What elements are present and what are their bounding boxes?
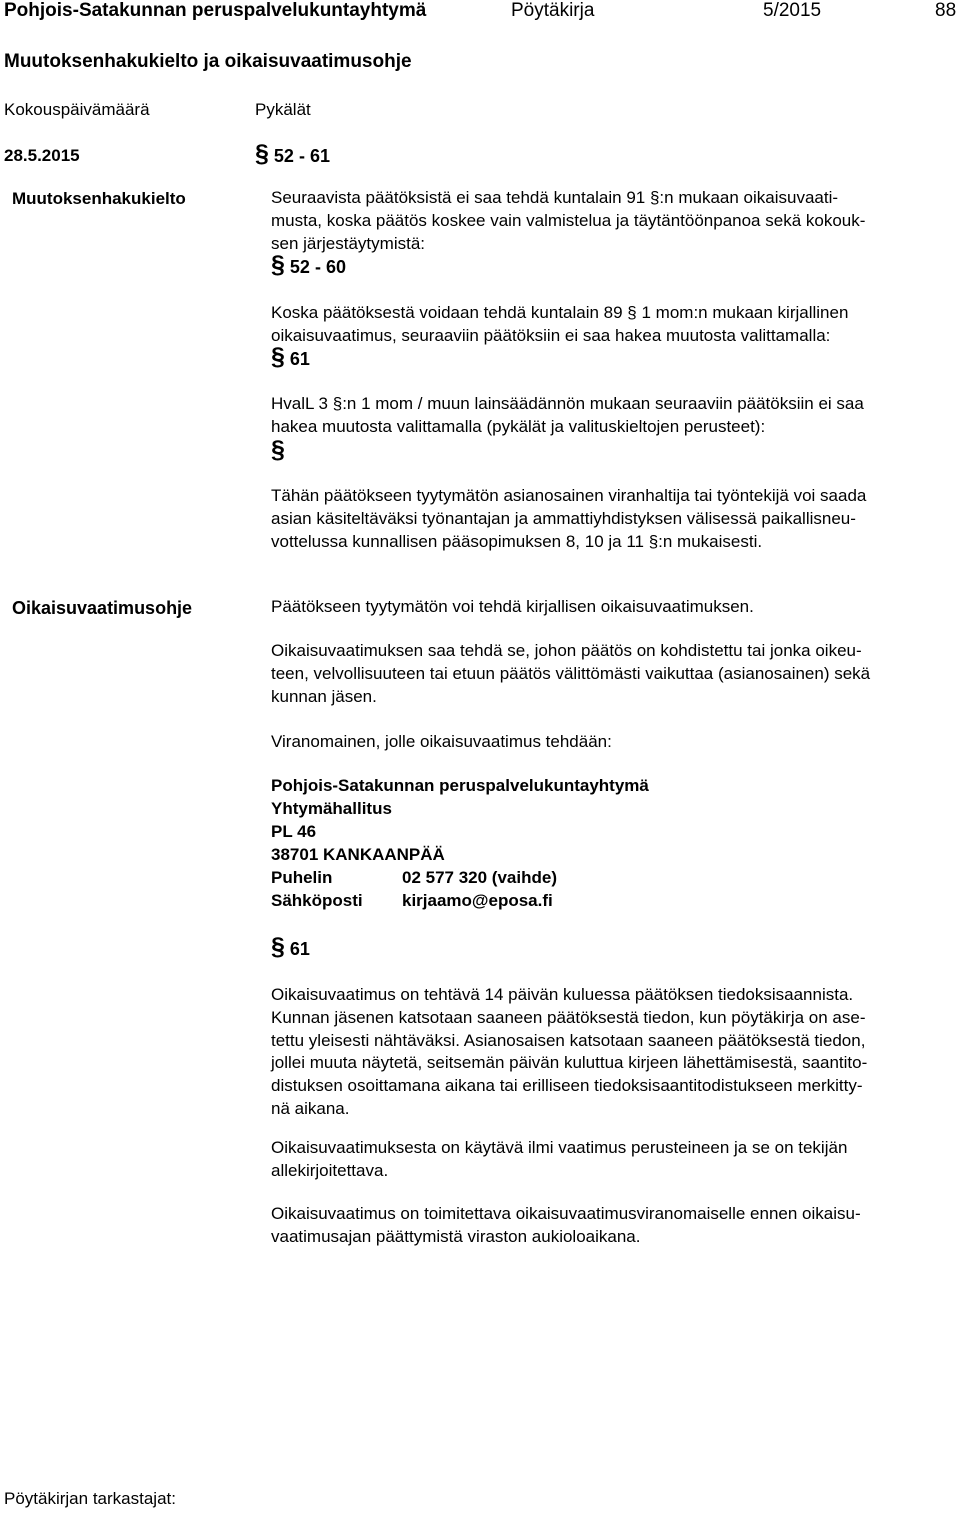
date-label: Kokouspäivämäärä <box>4 100 150 119</box>
address-organization: Pohjois-Satakunnan peruspalvelukuntayhtymä <box>271 776 649 795</box>
text-line: Päätökseen tyytymätön voi tehdä kirjallisen oikaisuvaatimuksen. <box>271 597 754 616</box>
sections-range-value: 52 - 61 <box>273 146 330 166</box>
address-phone-row <box>271 866 649 889</box>
text-line: asian käsiteltäväksi työnantajan ja ammattiyhdistyksen välisessä paikallisneu- <box>271 508 856 528</box>
sections-rectification <box>271 933 310 962</box>
muutoksenhakukielto-paragraph-2 <box>271 302 848 348</box>
reviewers-label: Pöytäkirjan tarkastajat: <box>4 1489 176 1508</box>
address-email-row <box>271 889 649 912</box>
text-line: musta, koska päätös koskee vain valmistelua ja täytäntöönpanoa sekä kokouk- <box>271 210 866 230</box>
text-line: hakea muutosta valittamalla (pykälät ja valituskieltojen perusteet): <box>271 416 766 436</box>
text-line: Tähän päätökseen tyytymätön asianosainen viranhaltija tai työntekijä voi saada <box>271 486 867 505</box>
section-label-oikaisuvaatimusohje: Oikaisuvaatimusohje <box>12 598 193 618</box>
text-line: Koska päätöksestä voidaan tehdä kuntalain 89 § 1 mom:n mukaan kirjallinen <box>271 303 849 322</box>
oikaisuvaatimusohje-paragraph-4 <box>271 984 867 1121</box>
text-line: HvalL 3 §:n 1 mom / muun lainsäädännön mukaan seuraaviin päätöksiin ei saa <box>271 394 864 413</box>
oikaisuvaatimusohje-paragraph-2 <box>271 640 870 708</box>
sections-value: 61 <box>289 939 310 959</box>
sections-not-appealable <box>271 251 346 280</box>
oikaisuvaatimusohje-paragraph-3 <box>271 731 612 754</box>
authority-address <box>271 774 649 912</box>
text-line: distuksen osoittamana aikana tai erilliseen tiedoksisaantitodistukseen merkitty- <box>271 1076 863 1096</box>
text-line: nä aikana. <box>271 1098 350 1118</box>
section-sign-icon: § <box>271 343 285 371</box>
document-title: Muutoksenhakukielto ja oikaisuvaatimusohje <box>4 51 412 72</box>
text-line: Oikaisuvaatimuksen saa tehdä se, johon päätös on kohdistettu tai jonka oikeu- <box>271 641 862 660</box>
address-po-box: PL 46 <box>271 822 317 841</box>
text-line: oikaisuvaatimus, seuraaviin päätöksiin ei saa hakea muutosta valittamalla: <box>271 325 831 345</box>
address-body: Yhtymähallitus <box>271 799 392 818</box>
oikaisuvaatimusohje-paragraph-6 <box>271 1203 861 1249</box>
text-line: Oikaisuvaatimus on tehtävä 14 päivän kuluessa päätöksen tiedoksisaannista. <box>271 985 854 1004</box>
text-line: teen, velvollisuuteen tai etuun päätös välittömästi vaikuttaa (asianosainen) sekä <box>271 663 871 683</box>
oikaisuvaatimusohje-paragraph-5 <box>271 1137 847 1183</box>
organization-name: Pohjois-Satakunnan peruspalvelukuntayhtymä <box>4 0 427 21</box>
text-line: vaatimusajan päättymistä viraston aukioloaikana. <box>271 1226 641 1246</box>
text-line: kunnan jäsen. <box>271 686 377 706</box>
text-line: tettu yleisesti nähtäväksi. Asianosaisen katsotaan saaneen päätöksestä tiedon, <box>271 1030 866 1050</box>
sections-range <box>255 140 330 169</box>
muutoksenhakukielto-paragraph-4 <box>271 485 866 553</box>
phone-label: Puhelin <box>271 868 333 887</box>
text-line: Kunnan jäsenen katsotaan saaneen päätöksestä tiedon, kun pöytäkirja on ase- <box>271 1007 866 1027</box>
text-line: jollei muuta näytetä, seitsemän päivän kuluttua kirjeen lähettämisestä, saantito- <box>271 1053 868 1073</box>
sections-value: 61 <box>289 349 310 369</box>
section-sign-icon: § <box>271 436 285 464</box>
section-label-muutoksenhakukielto: Muutoksenhakukielto <box>12 189 186 208</box>
text-line: Oikaisuvaatimus on toimitettava oikaisuvaatimusviranomaiselle ennen oikaisu- <box>271 1204 861 1223</box>
muutoksenhakukielto-paragraph-1 <box>271 187 865 255</box>
text-line: sen järjestäytymistä: <box>271 233 425 253</box>
section-sign-icon: § <box>271 933 285 961</box>
text-line: allekirjoitettava. <box>271 1160 389 1180</box>
email-label: Sähköposti <box>271 891 363 910</box>
sections-no-appeal-law <box>271 436 285 465</box>
page-number: 88 <box>935 0 957 21</box>
section-sign-icon: § <box>271 251 285 279</box>
sections-value: 52 - 60 <box>289 257 346 277</box>
document-type: Pöytäkirja <box>511 0 595 21</box>
sections-rectification-only <box>271 343 310 372</box>
text-line: Viranomainen, jolle oikaisuvaatimus tehdään: <box>271 732 612 751</box>
muutoksenhakukielto-paragraph-3 <box>271 393 864 439</box>
phone-number: 02 577 320 (vaihde) <box>402 868 557 887</box>
meeting-date: 28.5.2015 <box>4 146 80 165</box>
sections-label: Pykälät <box>255 100 311 119</box>
text-line: Seuraavista päätöksistä ei saa tehdä kuntalain 91 §:n mukaan oikaisuvaati- <box>271 188 839 207</box>
section-sign-icon: § <box>255 140 269 168</box>
issue-number: 5/2015 <box>763 0 822 21</box>
address-postal: 38701 KANKAANPÄÄ <box>271 845 445 864</box>
oikaisuvaatimusohje-paragraph-1 <box>271 596 754 619</box>
text-line: Oikaisuvaatimuksesta on käytävä ilmi vaatimus perusteineen ja se on tekijän <box>271 1138 848 1157</box>
text-line: vottelussa kunnallisen pääsopimuksen 8, 10 ja 11 §:n mukaisesti. <box>271 531 763 551</box>
email-address: kirjaamo@eposa.fi <box>402 891 553 910</box>
